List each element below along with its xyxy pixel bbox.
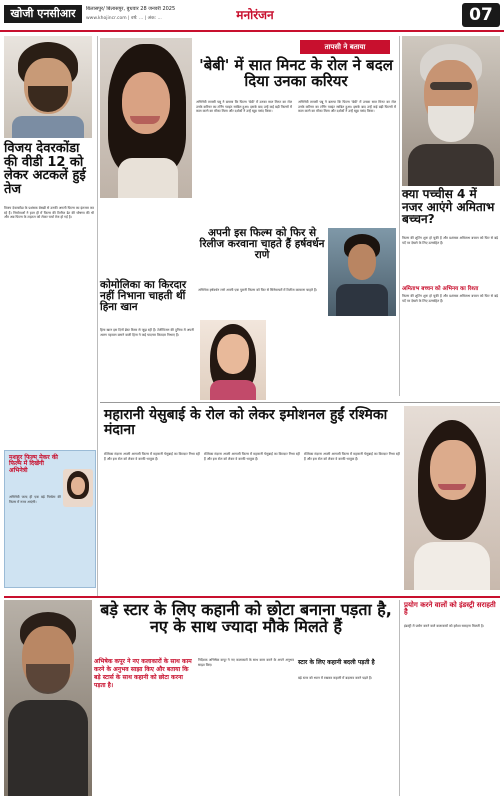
rashmika-body-2: रश्मिका मंदाना अपनी आगामी फिल्म में महारानी येसुबाई का किरदार निभा रही हैं और इस रोल को लेकर वे काफी भावुक हैं। [204,452,300,461]
abhishek-headline: बड़े स्टार के लिए कहानी को छोटा बनाना पड़ता है, नए के साथ ज्यादा मौके मिलते हैं [100,600,392,636]
taapsee-body-1: अभिनेत्री तापसी पन्नू ने बताया कि फिल्म 'बेबी' में उनका सात मिनट का रोल उनके करियर का टर्निंग प्वाइंट साबित हुआ। इसके बाद उन्हें कई बड़ी फिल्मों में काम करने का मौका मिला और दर्शकों ने उन्हें खूब पसंद किया। [196,100,292,114]
mid-bottom-body: बड़े स्टार को ध्यान में रखकर कहानी में बदलाव करने पड़ते हैं। [298,676,373,680]
masthead [0,0,504,32]
amitabh-body: फिल्म की शूटिंग शुरू हो चुकी है और प्रशंसक अमिताभ बच्चन को फिर से बड़े पर्दे पर देखने के लिए उत्साहित हैं। [402,236,498,245]
right-bottom-headline: प्रयोग करने वालों को इंडस्ट्री सराहती है [404,601,496,617]
vijay-headline: विजय देवरकोंडा की वीडी 12 को लेकर अटकलें हुई तेज [4,141,86,197]
mid-bottom-headline: स्टार के लिए कहानी बदली पड़ती है [298,659,375,666]
taapsee-headline: 'बेबी' में सात मिनट के रोल ने बदल दिया उनका करियर [199,56,393,90]
sub-line: www.khojincr.com | वर्ष: ... | अंक: ... [86,16,162,21]
right-bottom-body: इंडस्ट्री में प्रयोग करने वाले कलाकारों को हमेशा सराहना मिलती है। [404,624,485,628]
taapsee-body-2: अभिनेत्री तापसी पन्नू ने बताया कि फिल्म 'बेबी' में उनका सात मिनट का रोल उनके करियर का टर्निंग प्वाइंट साबित हुआ। इसके बाद उन्हें कई बड़ी फिल्मों में काम करने का मौका मिला और दर्शकों ने उन्हें खूब पसंद किया। [298,100,396,114]
vijay-body: विजय देवरकोंडा के प्रशंसक बेसब्री से उनकी अगली फिल्म का इंतजार कर रहे हैं। निर्माताओं ने हाल ही में फिल्म की रिलीज डेट की घोषणा की थी और अब फिल्म के टाइटल को लेकर चर्चा तेज हो गई है। [4,206,94,220]
taapsee-tag: तापसी ने बताया [300,40,390,54]
box-story [4,450,96,588]
rashmika-body-3: रश्मिका मंदाना अपनी आगामी फिल्म में महारानी येसुबाई का किरदार निभा रही हैं और इस रोल को लेकर वे काफी भावुक हैं। [304,452,400,461]
abhishek-pull-quote: अभिषेक कपूर ने नए कलाकारों के साथ काम करने के अनुभव साझा किए और बताया कि बड़े स्टार्स के साथ कहानी को छोटा करना पड़ता है। [94,658,192,689]
abhishek-body-1: निर्देशक अभिषेक कपूर ने नए कलाकारों के साथ काम करने के अपने अनुभव साझा किए। [198,658,294,667]
harshvardhan-photo [328,228,396,316]
box-headline: मशहूर फिल्म मेकर की फिल्म में दिखेंगी अभिनेत्री [9,454,58,474]
rashmika-photo [404,406,500,590]
amitabh-headline: क्या पच्चीस 4 में नजर आएंगे अमिताभ बच्चन? [402,187,495,227]
rerelease-headline: अपनी इस फिल्म को फिर से रिलीज करवाना चाहते हैं हर्षवर्धन राणे [199,227,325,262]
amitabh-body-2: फिल्म की शूटिंग शुरू हो चुकी है और प्रशंसक अमिताभ बच्चन को फिर से बड़े पर्दे पर देखने के लिए उत्साहित हैं। [402,294,498,303]
rerelease-body: अभिनेता हर्षवर्धन राणे अपनी एक पुरानी फिल्म को फिर से सिनेमाघरों में रिलीज करवाना चाहते हैं। [198,288,318,292]
amitabh-subhead: अमिताभ बच्चन को अभिनय का रिश्ता [402,286,479,292]
hina-photo [200,320,266,400]
vijay-photo [4,36,92,138]
box-actress-photo [63,469,93,507]
box-body: अभिनेत्री जल्द ही एक बड़े निर्माता की फिल्म में नजर आएंगी। [9,495,61,504]
section-title: मनोरंजन [236,8,274,22]
brand-logo: खोजी एनसीआर [4,5,82,23]
date-line: बिलासपुर/ बिलासपुर, बुधवार 28 जनवरी 2025 [86,6,176,12]
page-number: 07 [462,3,500,27]
komolika-body: हिना खान इस दिनों ब्रेस्ट कैंसर से जूझ रही हैं। टेलीविजन की दुनिया में अपनी अलग पहचान बनाने वाली हिना ने कई यादगार किरदार निभाए हैं। [100,328,194,337]
rashmika-body-1: रश्मिका मंदाना अपनी आगामी फिल्म में महारानी येसुबाई का किरदार निभा रही हैं और इस रोल को लेकर वे काफी भावुक हैं। [104,452,200,461]
abhishek-photo [4,600,92,796]
taapsee-photo [100,38,192,198]
rashmika-headline: महारानी येसुबाई के रोल को लेकर इमोशनल हुईं रश्मिका मंदाना [104,407,388,438]
komolika-headline: कोमोलिका का किरदार नहीं निभाना चाहती थीं हिना खान [100,279,187,314]
amitabh-photo [402,36,500,186]
